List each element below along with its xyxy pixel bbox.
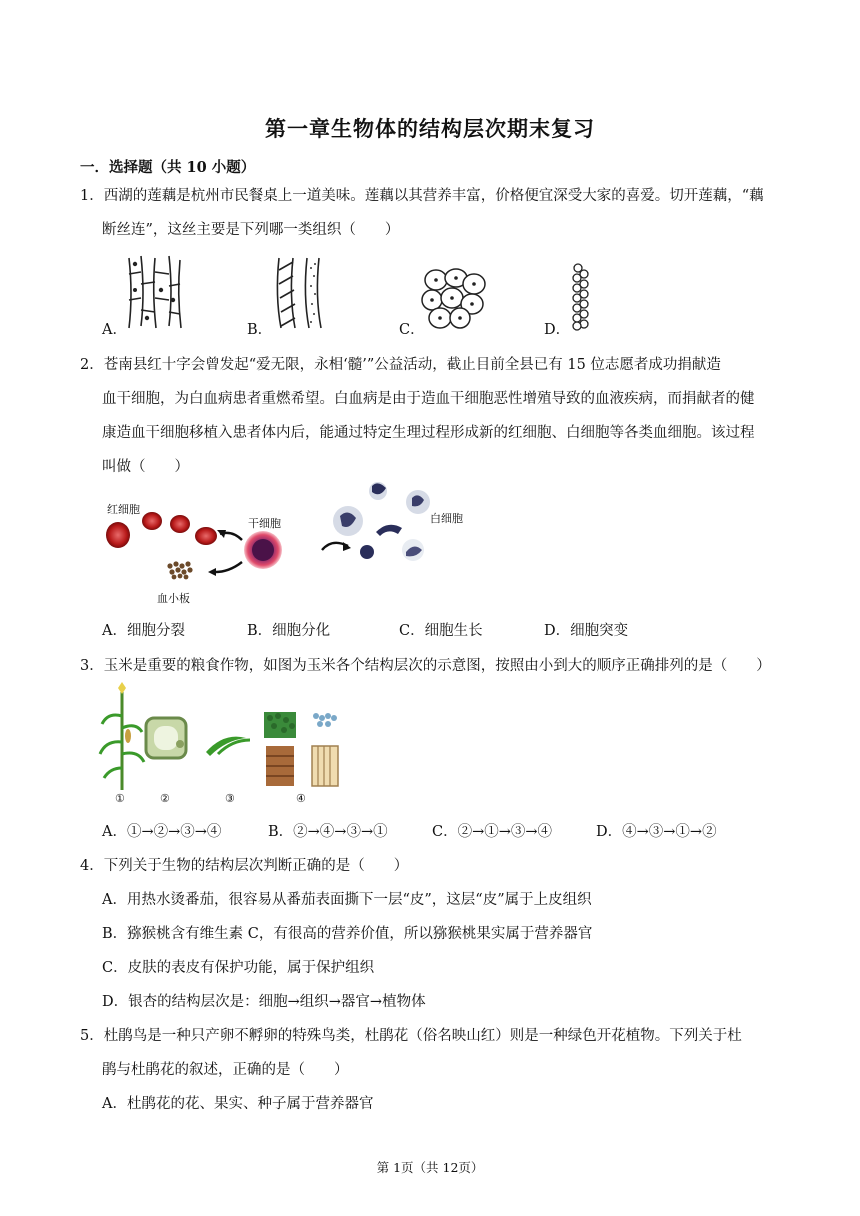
- page-title: 第一章生物体的结构层次期末复习: [265, 116, 595, 141]
- q3-option-b[interactable]: B．②→④→③→①: [268, 824, 388, 840]
- label-white-blood-cell: 白细胞: [430, 512, 463, 525]
- label-stem-cell: 干细胞: [248, 517, 281, 530]
- page-footer: 第 1页（共 12页）: [376, 1160, 484, 1175]
- q1-option-c[interactable]: C．: [399, 322, 425, 338]
- q5-option-a[interactable]: A．杜鹃花的花、果实、种子属于营养器官: [102, 1096, 374, 1112]
- q5-line-2: 鹃与杜鹃花的叙述，正确的是（ ）: [102, 1062, 349, 1078]
- q2-figure-blood-cells: [100, 478, 470, 608]
- section-heading: 一．选择题（共 10 小题）: [80, 159, 256, 176]
- q3-option-a[interactable]: A．①→②→③→④: [102, 824, 222, 840]
- q3-figure-label-2: ②: [160, 792, 170, 805]
- q1-figure-d-tissue: [570, 262, 592, 332]
- q3-figure-label-3: ③: [225, 792, 235, 805]
- q1-figure-c-tissue: [422, 268, 488, 330]
- q2-option-a[interactable]: A．细胞分裂: [102, 623, 185, 639]
- q2-line-1: 2．苍南县红十字会曾发起“爱无限，永相‘髓’”公益活动，截止目前全县已有 15 位志愿者成功捐献造: [80, 357, 721, 373]
- q3-line-1: 3．玉米是重要的粮食作物，如图为玉米各个结构层次的示意图，按照由小到大的顺序正确排列的是（ ）: [80, 658, 771, 674]
- q3-figure-label-4: ④: [296, 792, 306, 805]
- q2-line-3: 康造血干细胞移植入患者体内后，能通过特定生理过程形成新的红细胞、白细胞等各类血细胞。该过程: [102, 425, 755, 441]
- stem-cell: [244, 531, 282, 569]
- q2-line-4: 叫做（ ）: [102, 459, 189, 475]
- q4-option-a[interactable]: A．用热水烫番茄，很容易从番茄表面撕下一层“皮”，这层“皮”属于上皮组织: [102, 892, 592, 908]
- q3-figure-corn-levels: [100, 682, 350, 810]
- label-platelet: 血小板: [157, 592, 190, 605]
- q1-option-b[interactable]: B．: [247, 322, 273, 338]
- q4-option-d[interactable]: D．银杏的结构层次是：细胞→组织→器官→植物体: [102, 994, 426, 1010]
- q1-option-a[interactable]: A．: [102, 322, 127, 338]
- platelets: [167, 561, 192, 579]
- q1-figure-b-tissue: [273, 256, 323, 330]
- q4-option-b[interactable]: B．猕猴桃含有维生素 C，有很高的营养价值，所以猕猴桃果实属于营养器官: [102, 926, 593, 942]
- q2-line-2: 血干细胞，为白血病患者重燃希望。白血病是由于造血干细胞恶性增殖导致的血液疾病，而捐献者的健: [102, 391, 755, 407]
- plant-cell: [146, 718, 186, 758]
- q1-line-1: 1．西湖的莲藕是杭州市民餐桌上一道美味。莲藕以其营养丰富，价格便宜深受大家的喜爱。切开莲藕，“藕: [80, 188, 764, 204]
- red-blood-cells: [106, 512, 217, 548]
- q1-option-d[interactable]: D．: [544, 322, 571, 338]
- q2-option-b[interactable]: B．细胞分化: [247, 623, 331, 639]
- q1-line-2: 断丝连”，这丝主要是下列哪一类组织（ ）: [102, 222, 400, 238]
- q1-figure-a-tissue: [125, 254, 185, 330]
- label-red-blood-cell: 红细胞: [107, 503, 140, 516]
- corn-leaf: [206, 737, 250, 756]
- q3-option-d[interactable]: D．④→③→①→②: [596, 824, 717, 840]
- q2-option-c[interactable]: C．细胞生长: [399, 623, 483, 639]
- tissues: [264, 712, 338, 786]
- q5-line-1: 5．杜鹃鸟是一种只产卵不孵卵的特殊鸟类，杜鹃花（俗名映山红）则是一种绿色开花植物。下列关于杜: [80, 1028, 742, 1044]
- q3-figure-label-1: ①: [115, 792, 125, 805]
- q4-line-1: 4．下列关于生物的结构层次判断正确的是（ ）: [80, 858, 409, 874]
- q4-option-c[interactable]: C．皮肤的表皮有保护功能，属于保护组织: [102, 960, 375, 976]
- q2-option-d[interactable]: D．细胞突变: [544, 623, 629, 639]
- q3-option-c[interactable]: C．②→①→③→④: [432, 824, 553, 840]
- corn-plant: [100, 682, 144, 790]
